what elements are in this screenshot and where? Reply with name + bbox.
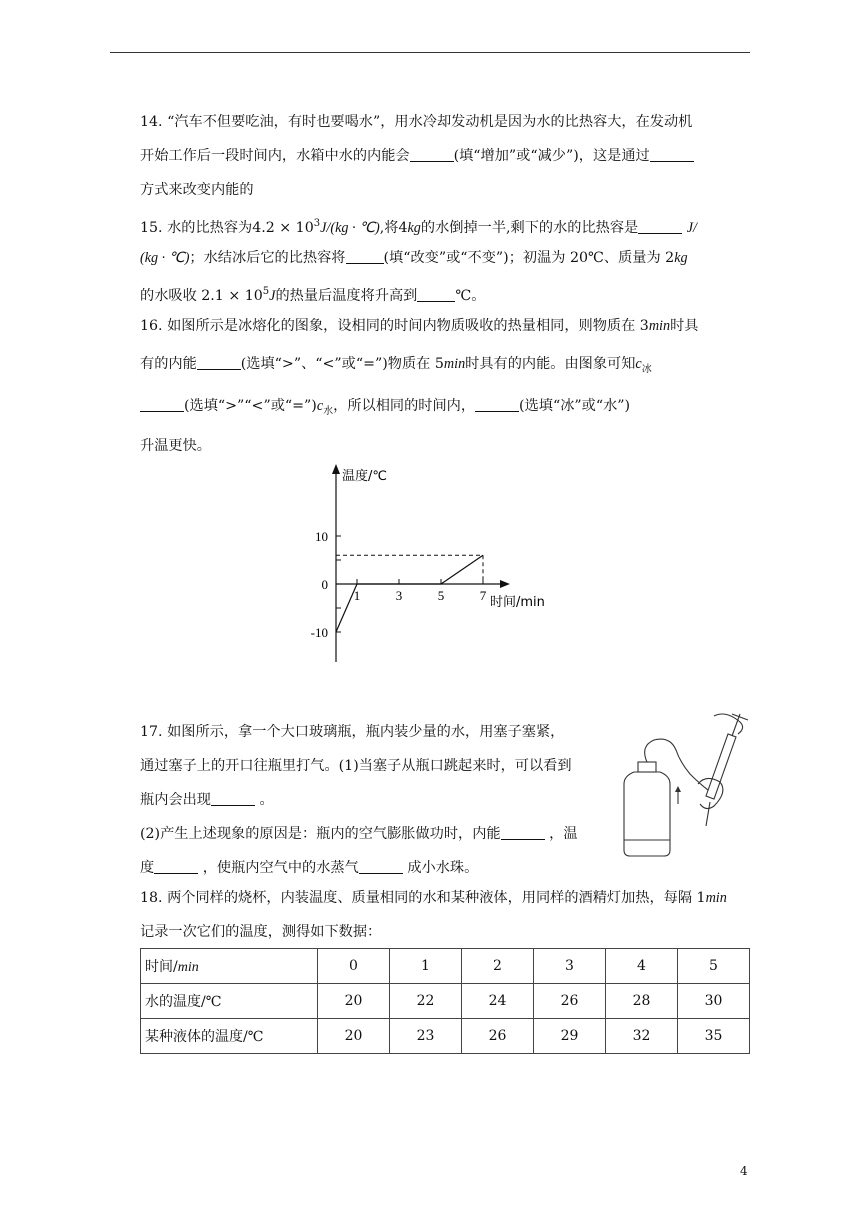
bottle-pump-illustration xyxy=(610,710,750,860)
q15-line1: 15. 水的比热容为$4.2 \times 10^3J/(kg$ · ℃),将4kg的水倒掉一半,剩下的水的比热容是 J/ xyxy=(140,218,697,236)
page-number: 4 xyxy=(740,1164,748,1178)
q17-line1: 17. 如图所示，拿一个大口玻璃瓶，瓶内装少量的水，用塞子塞紧， xyxy=(140,724,565,740)
q14-blank-1[interactable] xyxy=(410,147,454,162)
table-cell: 24 xyxy=(462,984,534,1019)
q15-blank-3[interactable] xyxy=(417,287,455,302)
table-cell: 3 xyxy=(534,949,606,984)
table-cell: 23 xyxy=(390,1019,462,1054)
q17-blank-3[interactable] xyxy=(154,859,198,874)
q14-line3: 方式来改变内能的 xyxy=(140,182,254,198)
table-cell: 20 xyxy=(318,1019,390,1054)
q15-line3: 的水吸收 $2.1 \times 10^5J$的热量后温度将升高到 ℃。 xyxy=(140,286,486,304)
x-tick-label: 5 xyxy=(437,588,445,603)
table-cell: 5 xyxy=(678,949,750,984)
q16-blank-2[interactable] xyxy=(140,397,184,412)
y-tick-label: 0 xyxy=(321,577,328,592)
q16-blank-1[interactable] xyxy=(197,355,241,370)
q18-line1: 18. 两个同样的烧杯，内装温度、质量相同的水和某种液体，用同样的酒精灯加热，每隔 1min xyxy=(140,890,727,906)
table-cell: 32 xyxy=(606,1019,678,1054)
q17-line5: 度 ，使瓶内空气中的水蒸气 成小水珠。 xyxy=(140,860,479,876)
table-cell: 26 xyxy=(462,1019,534,1054)
pump-cylinder xyxy=(706,734,736,799)
table-cell: 22 xyxy=(390,984,462,1019)
table-cell: 30 xyxy=(678,984,750,1019)
x-tick-label: 1 xyxy=(353,588,361,603)
motion-arrow-head xyxy=(675,786,681,792)
x-tick-label: 3 xyxy=(395,588,403,603)
q17-blank-1[interactable] xyxy=(211,791,255,806)
y-axis-label: 温度/℃ xyxy=(342,469,387,484)
q16-blank-3[interactable] xyxy=(475,397,519,412)
q17-blank-4[interactable] xyxy=(359,859,403,874)
table-cell: 35 xyxy=(678,1019,750,1054)
x-tick-label: 7 xyxy=(479,588,487,603)
q17-line3: 瓶内会出现 。 xyxy=(140,792,274,808)
table-row-label: 水的温度/℃ xyxy=(141,984,318,1019)
table-cell: 29 xyxy=(534,1019,606,1054)
temperature-table xyxy=(140,948,750,1054)
q16-line4: 升温更快。 xyxy=(140,438,211,454)
x-axis-label: 时间/min xyxy=(490,595,545,610)
q17-blank-2[interactable] xyxy=(501,825,545,840)
air-hose xyxy=(645,739,708,790)
y-axis-arrow xyxy=(332,464,340,474)
table-row xyxy=(141,984,750,1019)
table-row xyxy=(141,949,750,984)
hand-top xyxy=(714,714,743,734)
q14-blank-2[interactable] xyxy=(650,147,694,162)
q18-line2: 记录一次它们的温度，测得如下数据： xyxy=(140,924,382,940)
table-cell: 20 xyxy=(318,984,390,1019)
y-tick-label: -10 xyxy=(310,625,328,640)
pump-base xyxy=(706,802,710,826)
header-rule xyxy=(110,52,750,53)
q17-line2: 通过塞子上的开口往瓶里打气。(1)当塞子从瓶口跳起来时，可以看到 xyxy=(140,758,572,774)
q16-line2: 有的内能 (选填“>”、“<”或“=”)物质在 5min时具有的内能。由图象可知$c_冰$ xyxy=(140,356,652,375)
table-cell: 2 xyxy=(462,949,534,984)
table-cell: 26 xyxy=(534,984,606,1019)
table-row xyxy=(141,1019,750,1054)
bottle-stopper xyxy=(638,762,656,772)
q16-line3: (选填“>”“<”或“$=”)c_水$，所以相同的时间内， (选填“冰”或“水”) xyxy=(140,396,630,422)
glass-bottle xyxy=(624,772,670,856)
q15-blank-2[interactable] xyxy=(346,249,384,264)
table-header-label: 时间/min xyxy=(141,949,318,984)
y-tick-label: 10 xyxy=(315,529,328,544)
table-row-label: 某种液体的温度/℃ xyxy=(141,1019,318,1054)
q14-line1: 14. “汽车不但要吃油，有时也要喝水”，用水冷却发动机是因为水的比热容大，在发动机 xyxy=(140,114,693,130)
q16-line1: 16. 如图所示是冰熔化的图象，设相同的时间内物质吸收的热量相同，则物质在 3min时具 xyxy=(140,318,699,334)
q15-line2: (kg · ℃)；水结冰后它的比热容将 (填“改变”或“不变”)；初温为 20℃、质量为 2kg xyxy=(140,250,688,266)
q15-blank-1[interactable] xyxy=(638,219,682,234)
ice-melting-graph xyxy=(300,462,570,672)
x-axis-arrow xyxy=(500,580,510,588)
table-cell: 4 xyxy=(606,949,678,984)
table-cell: 1 xyxy=(390,949,462,984)
q17-line4: (2)产生上述现象的原因是：瓶内的空气膨胀做功时，内能 ，温 xyxy=(140,826,578,842)
table-cell: 0 xyxy=(318,949,390,984)
table-cell: 28 xyxy=(606,984,678,1019)
q14-line2: 开始工作后一段时间内，水箱中水的内能会 (填“增加”或“减少”)，这是通过 xyxy=(140,146,694,166)
